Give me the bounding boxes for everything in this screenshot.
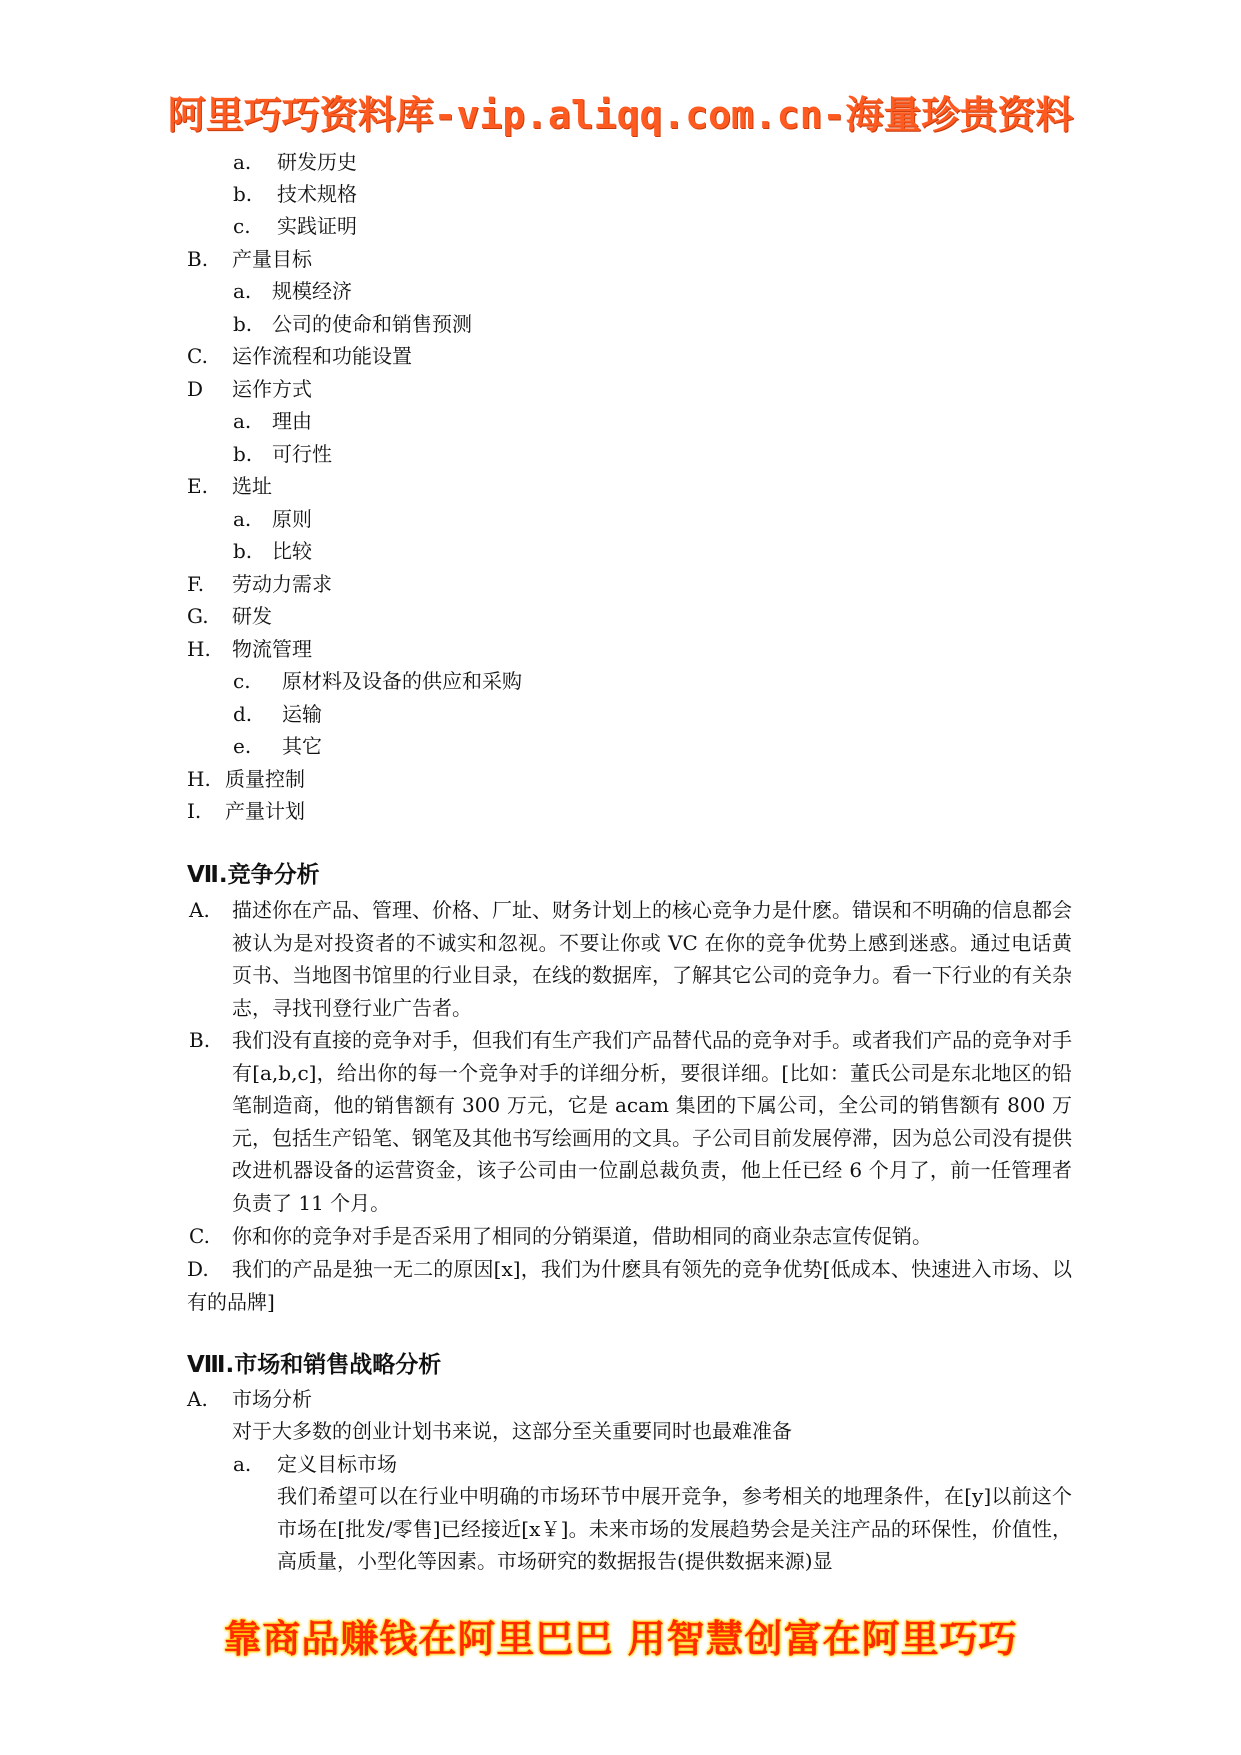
- section-7-heading: Ⅶ.竞争分析: [187, 862, 320, 888]
- paragraph: D. 我们的产品是独一无二的原因[x]，我们为什麽具有领先的竞争优势[低成本、快速进入市场、以有的品牌]: [187, 1257, 1072, 1314]
- paragraph: C. 你和你的竞争对手是否采用了相同的分销渠道，借助相同的商业杂志宣传促销。: [189, 1224, 932, 1248]
- paragraph: 我们希望可以在行业中明确的市场环节中展开竞争，参考相关的地理条件，在[y]以前这个市场在[批发/零售]已经接近[x￥]。未来市场的发展趋势会是关注产品的环保性，价值性，高质量，小型化等因素。市场研究的数据报告(提供数据来源)显: [277, 1484, 1072, 1574]
- bottom-banner: 靠商品赚钱在阿里巴巴 用智慧创富在阿里巧巧: [223, 1617, 1018, 1661]
- top-banner: 阿里巧巧资料库-vip.aliqq.com.cn-海量珍贵资料: [167, 93, 1074, 137]
- section-8-heading: Ⅷ.市场和销售战略分析: [187, 1352, 442, 1378]
- paragraph: B. 我们没有直接的竞争对手，但我们有生产我们产品替代品的竞争对手。或者我们产品的竞争对手有[a,b,c]，给出你的每一个竞争对手的详细分析，要很详细。[比如：董氏公司是东北地区的铅笔制造商，他的销售额有 300 万元，它是 acam 集团的下属公司，全公司的销售额有 800 万元，包括生产铅笔、钢笔及其他书写绘画用的文具。子公司目前发展停滞，因为总公司没有提供改进机器设备的运营资金，该子公司由一位副总裁负责，他上任已经 6 个月了，前一任管理者负责了 11 个月。: [189, 1028, 1072, 1215]
- paragraph: A. 描述你在产品、管理、价格、厂址、财务计划上的核心竞争力是什麽。错误和不明确的信息都会被认为是对投资者的不诚实和忽视。不要让你或 VC 在你的竞争优势上感到迷惑。通过电话黄页书、当地图书馆里的行业目录，在线的数据库，了解其它公司的竞争力。看一下行业的有关杂志，寻找刊登行业广告者。: [189, 898, 1072, 1020]
